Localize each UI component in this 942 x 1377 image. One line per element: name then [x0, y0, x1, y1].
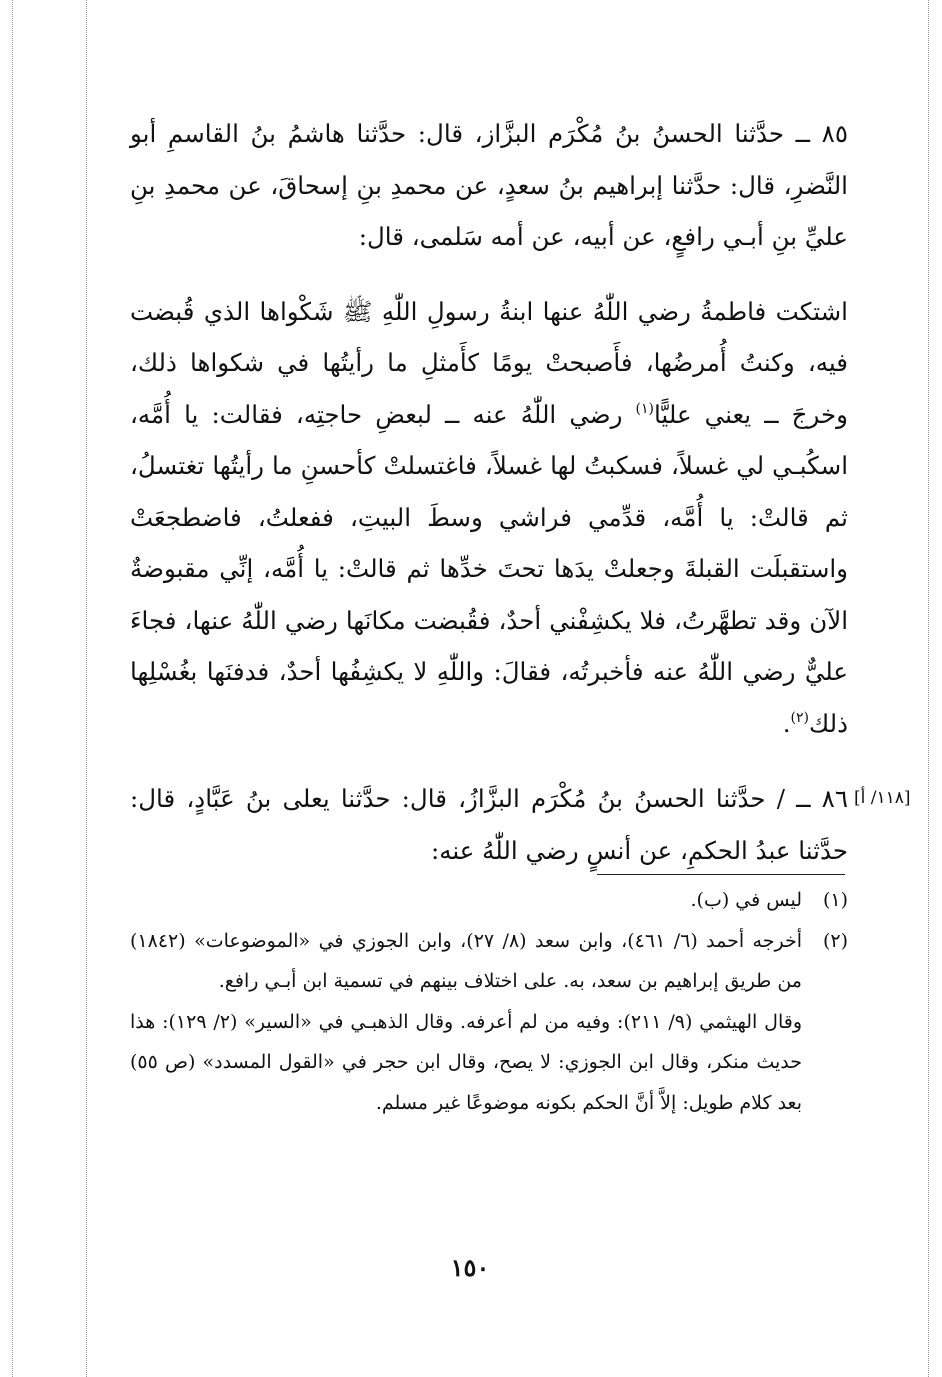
footnote-text: أخرجه أحمد (٦/ ٤٦١)، وابن سعد (٨/ ٢٧)، وابن الجوزي في «الموضوعات» (١٨٤٢) من طريق إبراهيم بن سعد، به. على اختلاف بينهم في تسمية ابن أبـي رافع. [130, 929, 802, 992]
footnote-2 [130, 921, 848, 1002]
footnote-marker-1: (١) [635, 400, 654, 417]
hadith-85-text-part-1: اشتكت فاطمةُ رضي اللّٰهُ عنها ابنةُ رسولِ اللّٰهِ ﷺ شَكْواها الذي قُبضت فيه، وكنتُ أُمرضُها، فأَصبحتْ يومًا كأَمثلِ ما رأيتُها في شكواها ذلك، وخرجَ ــ يعني عليًّا [130, 296, 848, 429]
manuscript-folio-reference: [١١٨/ أ] [854, 788, 911, 808]
footnote-number: (١) [822, 889, 848, 911]
hadith-85-isnad: ٨٥ ــ حدَّثنا الحسنُ بنُ مُكْرَم البزَّاز، قال: حدَّثنا هاشمُ بنُ القاسمِ أبو النَّضرِ، قال: حدَّثنا إبراهيم بنُ سعدٍ، عن محمدِ بنِ إسحاقَ، عن محمدِ بنِ عليِّ بنِ أبـي رافعٍ، عن أبيه، عن أمه سَلمى، قال: [130, 119, 848, 251]
hadith-86-isnad: ٨٦ ــ / حدَّثنا الحسنُ بنُ مُكْرَم البزَّازُ، قال: حدَّثنا يعلى بنُ عَبَّادٍ، قال: حدَّثنا عبدُ الحكمِ، عن أنسٍ رضي اللّٰهُ عنه: [130, 784, 848, 865]
footnotes-section [130, 880, 848, 1123]
page-number: ١٥٠ [450, 1253, 490, 1282]
footnote-separator [597, 874, 845, 875]
scan-edge-line [928, 0, 929, 1377]
footnote-marker-2: (٢) [790, 709, 809, 726]
hadith-86-block [130, 773, 911, 876]
hadith-85-text-part-2: رضي اللّٰهُ عنه ــ لبعضِ حاجتِه، فقالت: يا أُمَّه، اسكُبـي لي غسلاً، فسكبتُ لها غسلاً، فاغتسلتْ كأحسنِ ما رأيتُها تغتسلُ، ثم قالتْ: يا أُمَّه، قدِّمي فراشي وسطَ البيتِ، ففعلتُ، فاضطجعَتْ واستقبلَت القبلةَ وجعلتْ يدَها تحتَ خدِّها ثم قالتْ: يا أُمَّه، إنِّي مقبوضةٌ الآن وقد تطهَّرتُ، فلا يكشِفْني أحدٌ، فقُبضت مكانَها رضي اللّٰهُ عنها، فجاءَ عليٌّ رضي اللّٰهُ عنه فأخبرتُه، فقالَ: واللّٰهِ لا يكشِفُها أحدٌ، فدفنَها بغُسْلِها ذلك [130, 399, 848, 738]
hadith-85-matn [130, 286, 848, 750]
scan-edge-line [86, 0, 87, 1377]
page-body [130, 108, 911, 876]
scan-edge-line [12, 0, 13, 1377]
footnote-number: (٢) [822, 929, 848, 952]
footnote-text: ليس في (ب). [690, 889, 802, 911]
hadith-85-end-mark: . [782, 708, 791, 738]
footnote-1 [130, 880, 848, 921]
footnote-2-continuation: وقال الهيثمي (٩/ ٢١١): وفيه من لم أعرفه. وقال الذهبـي في «السير» (٢/ ١٢٩): هذا حديث منكر، وقال ابن الجوزي: لا يصح، وقال ابن حجر في «القول المسدد» (ص ٥٥) بعد كلام طويل: إلاَّ أنَّ الحكم بكونه موضوعًا غير مسلم. [130, 1010, 802, 1114]
